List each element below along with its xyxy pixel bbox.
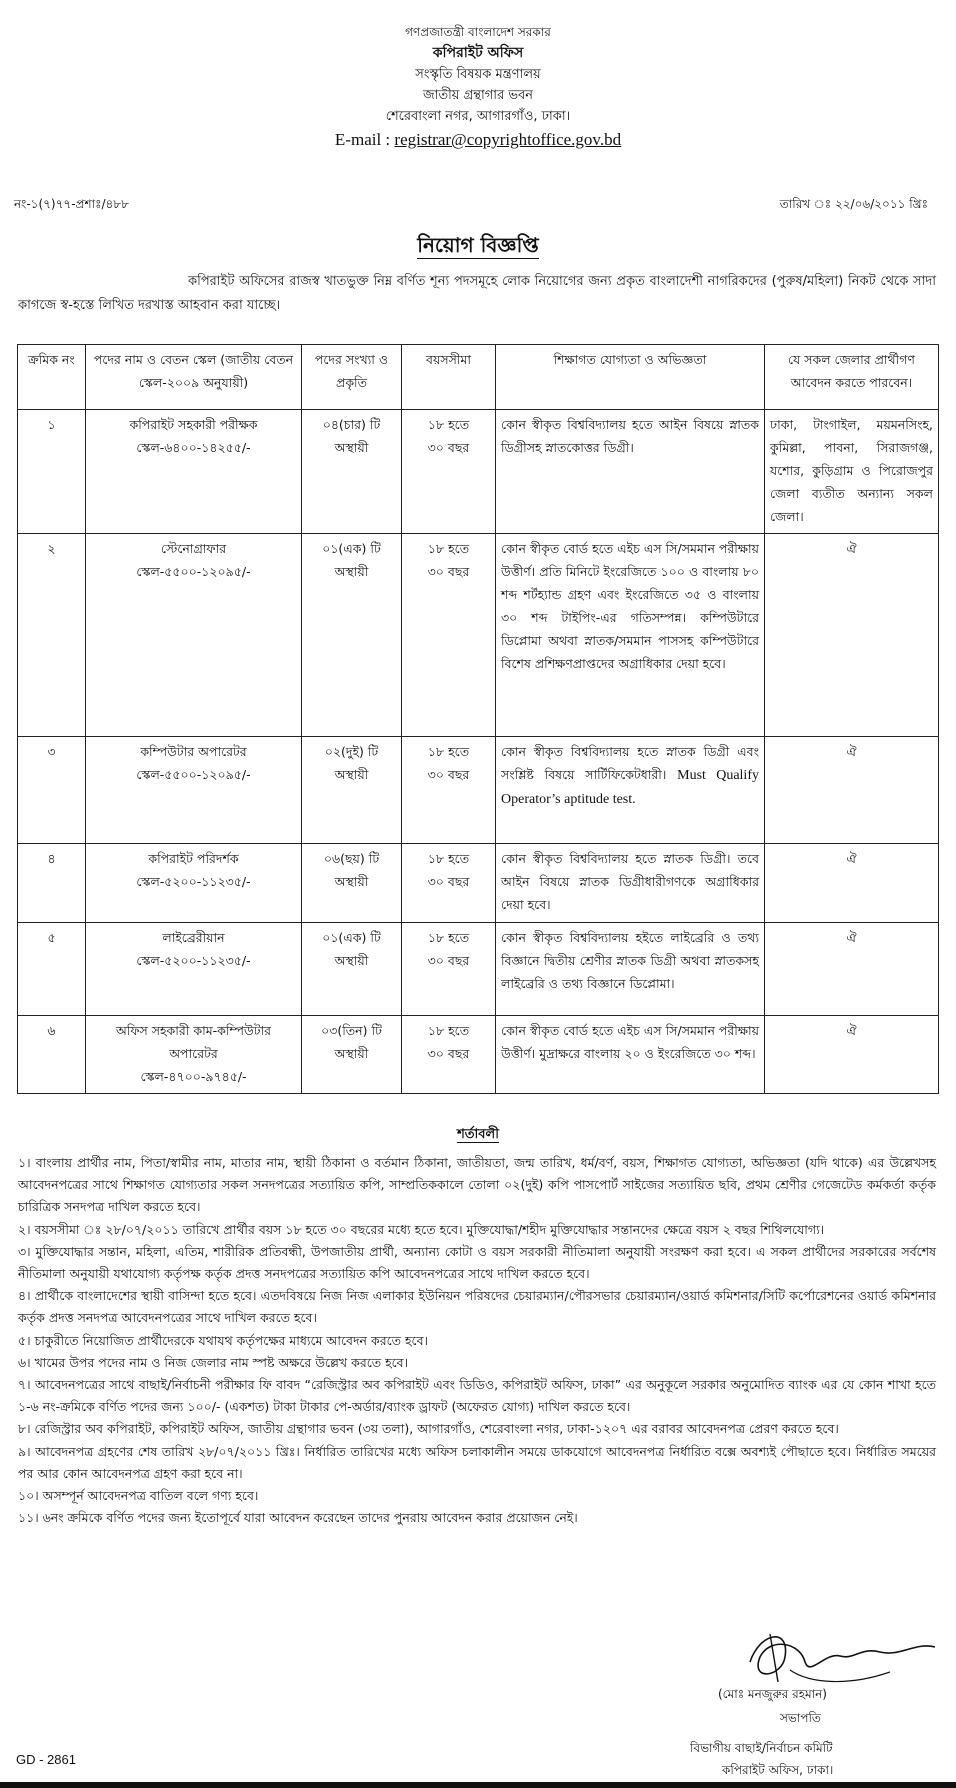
post-cell <box>86 534 302 737</box>
post-count: ০১(এক) টি <box>322 541 381 556</box>
gd-code: GD - 2861 <box>16 1752 76 1767</box>
post-name: কপিরাইট সহকারী পরীক্ষক <box>129 417 258 432</box>
table-header-row <box>18 345 939 410</box>
ministry-name: সংস্কৃতি বিষয়ক মন্ত্রণালয় <box>415 67 541 82</box>
districts-cell: ঐ <box>765 1016 939 1094</box>
post-nature: অস্থায়ী <box>334 767 369 782</box>
age-cell <box>402 923 496 1016</box>
post-count: ০২(দুই) টি <box>324 744 379 759</box>
email-line <box>0 129 956 150</box>
qualification-english: Must Qualify Operator’s aptitude test. <box>501 768 759 807</box>
post-cell <box>86 410 302 534</box>
signature-scribble <box>730 1622 950 1692</box>
term-item: ৯। আবেদনপত্র গ্রহণের শেষ তারিখ ২৮/০৭/২০১১ খ্রিঃ। নির্ধারিত তারিখের মধ্যে অফিস চলাকালীন সময়ে ডাকযোগে আবেদনপত্র নির্ধারিত বক্সে অবশ্যই পৌছাতে হবে। নির্ধারিত সময়ের পর আর কোন আবেদনপত্র গ্রহণ করা হবে না। <box>18 1443 936 1481</box>
age-cell <box>402 410 496 534</box>
terms-list <box>18 1152 936 1529</box>
age-cell <box>402 534 496 737</box>
qualification-cell <box>496 737 765 844</box>
notice-title <box>0 231 956 264</box>
districts-cell: ঢাকা, টাংগাইল, ময়মনসিংহ, কুমিল্লা, পাবনা, সিরাজগঞ্জ, যশোর, কুড়িগ্রাম ও পিরোজপুর জেলা ব্যতীত অন্যান্য সকল জেলা। <box>765 410 939 534</box>
table-row <box>18 923 939 1016</box>
post-cell <box>86 1016 302 1094</box>
post-count: ০১(এক) টি <box>322 930 381 945</box>
districts-cell: ঐ <box>765 923 939 1016</box>
post-name: স্টেনোগ্রাফার <box>160 541 227 556</box>
table-row <box>18 844 939 923</box>
serial-cell: ২ <box>18 534 86 737</box>
notice-title-text: নিয়োগ বিজ্ঞপ্তি <box>417 233 539 257</box>
post-count: ০৬(ছয়) টি <box>323 851 380 866</box>
age-from: ১৮ হতে <box>427 541 470 556</box>
signatory-office: কপিরাইট অফিস, ঢাকা। <box>722 1763 834 1777</box>
age-to: ৩০ বছর <box>427 564 470 579</box>
serial-cell: ৫ <box>18 923 86 1016</box>
table-row <box>18 737 939 844</box>
count-cell <box>302 1016 402 1094</box>
terms-heading <box>0 1125 956 1146</box>
term-item: ৮। রেজিস্ট্রার অব কপিরাইট, কপিরাইট অফিস, জাতীয় গ্রন্থাগার ভবন (৩য় তলা), আগারগাঁও, শেরেবাংলা নগর, ঢাকা-১২০৭ এর বরাবর আবেদনপত্র প্রেরণ করতে হবে। <box>18 1421 839 1437</box>
building-name: জাতীয় গ্রন্থাগার ভবন <box>422 88 534 103</box>
signatory-title: সভাপতি <box>780 1711 821 1725</box>
header-post: পদের নাম ও বেতন স্কেল (জাতীয় বেতন স্কেল-২০০৯ অনুযায়ী) <box>86 345 302 410</box>
government-name: গণপ্রজাতন্ত্রী বাংলাদেশ সরকার <box>405 25 551 39</box>
header-serial: ক্রমিক নং <box>18 345 86 410</box>
terms-heading-text: শর্তাবলী <box>457 1127 499 1142</box>
count-cell <box>302 737 402 844</box>
age-from: ১৮ হতে <box>427 851 470 866</box>
pay-scale: স্কেল-৪৭০০-৯৭৪৫/- <box>140 1069 247 1084</box>
age-to: ৩০ বছর <box>427 440 470 455</box>
age-cell <box>402 737 496 844</box>
age-from: ১৮ হতে <box>427 417 470 432</box>
count-cell <box>302 923 402 1016</box>
term-item: ৬। খামের উপর পদের নাম ও নিজ জেলার নাম স্পষ্ট অক্ষরে উল্লেখ করতে হবে। <box>18 1354 409 1370</box>
term-item: ১০। অসম্পূর্ন আবেদনপত্র বাতিল বলে গণ্য হবে। <box>18 1488 259 1504</box>
serial-cell: ৬ <box>18 1016 86 1094</box>
term-item: ৭। আবেদনপত্রের সাথে বাছাই/নির্বাচনী পরীক্ষার ফি বাবদ “রেজিস্ট্রার অব কপিরাইট এবং ডিডিও, কপিরাইট অফিস, ঢাকা” এর অনুকূলে সরকার অনুমোদিত ব্যাংক এর যে কোন শাখা হতে ১-৬ নং-ক্রমিকে বর্ণিত পদের জন্য ১০০/- (একশত) টাকা টাকার পে-অর্ডার/ব্যাংক ড্রাফট (অফেরত যোগ্য) দাখিল করতে হবে। <box>18 1377 936 1415</box>
post-nature: অস্থায়ী <box>334 874 369 889</box>
districts-cell: ঐ <box>765 737 939 844</box>
pay-scale: স্কেল-৫৫০০-১২০৯৫/- <box>136 767 251 782</box>
pay-scale: স্কেল-৬৪০০-১৪২৫৫/- <box>136 440 251 455</box>
office-address: শেরেবাংলা নগর, আগারগাঁও, ঢাকা। <box>385 109 571 124</box>
serial-cell: ৩ <box>18 737 86 844</box>
term-item: ৩। মুক্তিযোদ্ধার সন্তান, মহিলা, এতিম, শারীরিক প্রতিবন্ধী, উপজাতীয় প্রার্থী, অন্যান্য কোটা ও বয়স সরকারী নীতিমালা অনুযায়ী সংরক্ষণ করা হবে। এ সকল প্রার্থীদের সরকারের সর্বশেষ নীতিমালা অনুযায়ী যথাযোগ্য কর্তৃপক্ষ কর্তৃক প্রদত্ত সনদপত্রের সত্যায়িত কপি আবেদনপত্রের সাথে দাখিল করতে হবে। <box>18 1243 936 1282</box>
office-name: কপিরাইট অফিস <box>432 45 524 61</box>
signatory-name: (মোঃ মনজুরুর রহমান) <box>718 1687 827 1701</box>
districts-cell: ঐ <box>765 844 939 923</box>
age-to: ৩০ বছর <box>427 1046 470 1061</box>
header-qualification: শিক্ষাগত যোগ্যতা ও অভিজ্ঞতা <box>496 345 765 410</box>
table-row <box>18 1016 939 1094</box>
qualification-cell: কোন স্বীকৃত বিশ্ববিদ্যালয় হতে আইন বিষয়ে স্নাতক ডিগ্রীসহ স্নাতকোত্তর ডিগ্রী। <box>496 410 765 534</box>
age-cell <box>402 1016 496 1094</box>
memo-date: তারিখ ঃ ২২/০৬/২০১১ খ্রিঃ <box>779 197 928 211</box>
post-cell <box>86 844 302 923</box>
header-districts: যে সকল জেলার প্রার্থীগণ আবেদন করতে পারবেন। <box>765 345 939 410</box>
pay-scale: স্কেল-৫২০০-১১২৩৫/- <box>136 874 251 889</box>
age-from: ১৮ হতে <box>427 930 470 945</box>
post-nature: অস্থায়ী <box>334 564 369 579</box>
age-to: ৩০ বছর <box>427 953 470 968</box>
post-count: ০৪(চার) টি <box>322 417 381 432</box>
term-item: ৫। চাকুরীতে নিয়োজিত প্রার্থীদেরকে যথাযথ কর্তৃপক্ষের মাধ্যমে আবেদন করতে হবে। <box>18 1332 428 1348</box>
post-count: ০৩(তিন) টি <box>321 1023 382 1038</box>
age-from: ১৮ হতে <box>427 1023 470 1038</box>
post-name: লাইব্রেরীয়ান <box>162 930 225 945</box>
scan-bottom-edge <box>0 1782 956 1788</box>
serial-cell: ১ <box>18 410 86 534</box>
age-to: ৩০ বছর <box>427 874 470 889</box>
qualification-cell: কোন স্বীকৃত বিশ্ববিদ্যালয় হইতে লাইব্রেরি ও তথ্য বিজ্ঞানে দ্বিতীয় শ্রেণীর স্নাতক ডিগ্রী অথবা স্নাতকসহ লাইব্রেরি ও তথ্য বিজ্ঞানে ডিপ্লোমা। <box>496 923 765 1016</box>
post-name: কপিরাইট পরিদর্শক <box>148 851 239 866</box>
email-label: E-mail : <box>334 130 395 149</box>
count-cell <box>302 844 402 923</box>
email-address: registrar@copyrightoffice.gov.bd <box>394 130 622 149</box>
qualification-cell: কোন স্বীকৃত বোর্ড হতে এইচ এস সি/সমমান পরীক্ষায় উত্তীর্ণ। প্রতি মিনিটে ইংরেজিতে ১০০ ও বাংলায় ৮০ শব্দ শর্টহ্যান্ড গ্রহণ এবং ইংরেজিতে ৩৫ ও বাংলায় ৩০ শব্দ টাইপিং-এর গতিসম্পন্ন। কম্পিউটারে ডিপ্লোমা অথবা স্নাতক/সমমান পাসসহ কম্পিউটারে বিশেষ প্রশিক্ষণপ্রাপ্তদের অগ্রাধিকার দেয়া হবে। <box>496 534 765 737</box>
age-from: ১৮ হতে <box>427 744 470 759</box>
memo-number: নং-১(৭)৭৭-প্রশাঃ/৪৮৮ <box>14 197 129 211</box>
signatory-committee: বিভাগীয় বাছাই/নির্বাচন কমিটি <box>690 1741 833 1755</box>
letterhead <box>0 22 956 150</box>
qualification-cell: কোন স্বীকৃত বিশ্ববিদ্যালয় হতে স্নাতক ডিগ্রী। তবে আইন বিষয়ে স্নাতক ডিগ্রীধারীগণকে অগ্রাধিকার দেয়া হবে। <box>496 844 765 923</box>
post-cell <box>86 737 302 844</box>
qualification-text: কোন স্বীকৃত বিশ্ববিদ্যালয় হতে স্নাতক ডিগ্রী এবং সংশ্লিষ্ট বিষয়ে সার্টিফিকেটধারী। <box>501 744 759 782</box>
serial-cell: ৪ <box>18 844 86 923</box>
age-to: ৩০ বছর <box>427 767 470 782</box>
term-item: ২। বয়সসীমা ঃ ২৮/০৭/২০১১ তারিখে প্রার্থীর বয়স ১৮ হতে ৩০ বছরের মধ্যে হতে হবে। মুক্তিযোদ্ধা/শহীদ মুক্তিযোদ্ধার সন্তানদের ক্ষেত্রে বয়স ২ বছর শিথিলযোগ্য। <box>18 1221 825 1237</box>
intro-paragraph: কপিরাইট অফিসের রাজস্ব খাতভুক্ত নিম্ন বর্ণিত শূন্য পদসমূহে লোক নিয়োগের জন্য প্রকৃত বাংলাদেশী নাগরিকদের (পুরুষ/মহিলা) নিকট থেকে সাদা কাগজে স্ব-হস্তে লিখিত দরখাস্ত আহবান করা যাচ্ছে। <box>18 274 936 313</box>
term-item: ১। বাংলায় প্রার্থীর নাম, পিতা/স্বামীর নাম, মাতার নাম, স্থায়ী ঠিকানা ও বর্তমান ঠিকানা, জাতীয়তা, জন্ম তারিখ, ধর্ম/বর্ণ, বয়স, শিক্ষাগত যোগ্যতা, অভিজ্ঞতা (যদি থাকে) এর উল্লেখসহ আবেদনপত্রের সাথে শিক্ষাগত যোগ্যতার সকল সনদপত্রের সত্যায়িত কপি, সাম্প্রতিককালে তোলা ০২(দুই) কপি পাসপোর্ট সাইজের সত্যায়িত ছবি, প্রথম শ্রেণীর গেজেটেড কর্মকর্তা কর্তৃক চারিত্রিক সনদপত্র দাখিল করতে হবে। <box>18 1155 936 1215</box>
term-item: ১১। ৬নং ক্রমিকে বর্ণিত পদের জন্য ইতোপূর্বে যারা আবেদন করেছেন তাদের পুনরায় আবেদন করার প্রয়োজন নেই। <box>18 1510 578 1526</box>
table-row <box>18 410 939 534</box>
post-cell <box>86 923 302 1016</box>
header-age: বয়সসীমা <box>402 345 496 410</box>
header-count: পদের সংখ্যা ও প্রকৃতি <box>302 345 402 410</box>
count-cell <box>302 534 402 737</box>
districts-cell: ঐ <box>765 534 939 737</box>
post-nature: অস্থায়ী <box>334 1046 369 1061</box>
term-item: ৪। প্রার্থীকে বাংলাদেশের স্থায়ী বাসিন্দা হতে হবে। এতদবিষয়ে নিজ নিজ এলাকার ইউনিয়ন পরিষদের চেয়ারম্যান/পৌরসভার চেয়ারম্যান/ওয়ার্ড কমিশনার/সিটি কর্পোরেশনের ওয়ার্ড কমিশনার কর্তৃক প্রদত্ত সনদপত্র আবেদনপত্রের সাথে দাখিল করতে হবে। <box>18 1288 936 1326</box>
table-row <box>18 534 939 737</box>
post-name: অফিস সহকারী কাম-কম্পিউটার অপারেটর <box>115 1023 272 1061</box>
pay-scale: স্কেল-৫৫০০-১২০৯৫/- <box>136 564 251 579</box>
post-nature: অস্থায়ী <box>334 440 369 455</box>
post-name: কম্পিউটার অপারেটর <box>140 744 247 759</box>
pay-scale: স্কেল-৫২০০-১১২৩৫/- <box>136 953 251 968</box>
age-cell <box>402 844 496 923</box>
qualification-cell: কোন স্বীকৃত বোর্ড হতে এইচ এস সি/সমমান পরীক্ষায় উত্তীর্ণ। মুদ্রাক্ষরে বাংলায় ২০ ও ইংরেজিতে ৩০ শব্দ। <box>496 1016 765 1094</box>
posts-table <box>17 344 939 1094</box>
count-cell <box>302 410 402 534</box>
post-nature: অস্থায়ী <box>334 953 369 968</box>
